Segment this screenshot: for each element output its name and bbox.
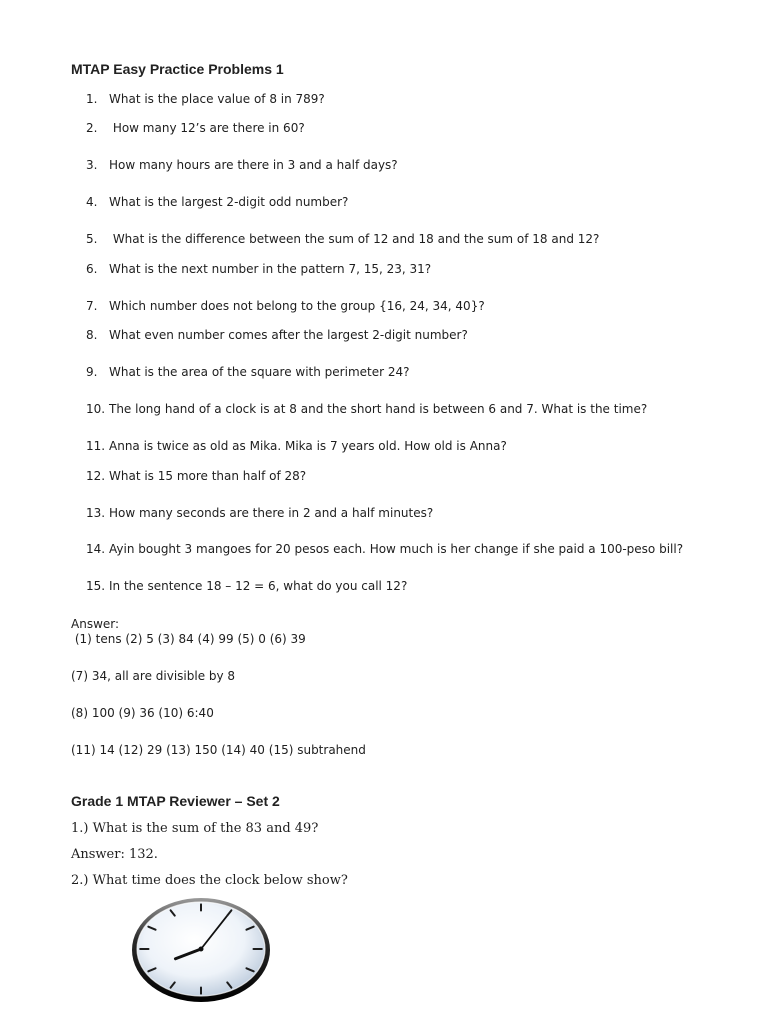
set2-answer-1: Answer: 132. [71, 847, 158, 862]
set2-question-1: 1.) What is the sum of the 83 and 49? [71, 821, 319, 836]
question-8 [86, 328, 468, 342]
section2-title: Grade 1 MTAP Reviewer – Set 2 [71, 793, 280, 809]
question-number: 10. [86, 402, 106, 416]
set2-question-2: 2.) What time does the clock below show? [71, 873, 348, 888]
question-number: 15. [86, 579, 106, 593]
question-number: 12. [86, 469, 106, 483]
question-number: 11. [86, 439, 106, 453]
question-number: 7. [86, 299, 98, 313]
question-14 [86, 542, 683, 556]
answer-heading: Answer: [71, 617, 120, 631]
question-text: In the sentence 18 – 12 = 6, what do you call 12? [109, 579, 408, 593]
question-1 [86, 92, 325, 106]
question-5 [86, 232, 599, 246]
question-number: 1. [86, 92, 98, 106]
question-number: 5. [86, 232, 98, 246]
question-12 [86, 469, 306, 483]
question-text: What even number comes after the largest 2-digit number? [109, 328, 468, 342]
question-10 [86, 402, 647, 416]
question-number: 3. [86, 158, 98, 172]
answer-line-2: (7) 34, all are divisible by 8 [71, 669, 236, 683]
question-number: 2. [86, 121, 98, 135]
answer-line-1: (1) tens (2) 5 (3) 84 (4) 99 (5) 0 (6) 39 [71, 632, 306, 646]
question-text: Anna is twice as old as Mika. Mika is 7 years old. How old is Anna? [109, 439, 507, 453]
clock-image [128, 894, 274, 1006]
question-11 [86, 439, 507, 453]
question-text: How many hours are there in 3 and a half days? [109, 158, 398, 172]
question-number: 13. [86, 506, 106, 520]
question-text: The long hand of a clock is at 8 and the short hand is between 6 and 7. What is the time? [109, 402, 648, 416]
question-4 [86, 195, 348, 209]
question-text: How many seconds are there in 2 and a half minutes? [109, 506, 434, 520]
question-text: What is the next number in the pattern 7, 15, 23, 31? [109, 262, 432, 276]
question-text: How many 12’s are there in 60? [109, 121, 305, 135]
question-text: Which number does not belong to the group {16, 24, 34, 40}? [109, 299, 485, 313]
question-number: 4. [86, 195, 98, 209]
question-text: What is the area of the square with perimeter 24? [109, 365, 410, 379]
question-3 [86, 158, 398, 172]
question-2 [86, 121, 305, 135]
question-number: 9. [86, 365, 98, 379]
question-text: What is the difference between the sum of 12 and 18 and the sum of 18 and 12? [109, 232, 600, 246]
question-text: What is the place value of 8 in 789? [109, 92, 325, 106]
question-6 [86, 262, 431, 276]
clock-center-pin [199, 947, 204, 952]
answer-line-3: (8) 100 (9) 36 (10) 6:40 [71, 706, 214, 720]
question-15 [86, 579, 407, 593]
answer-line-4: (11) 14 (12) 29 (13) 150 (14) 40 (15) subtrahend [71, 743, 366, 757]
question-number: 8. [86, 328, 98, 342]
question-text: Ayin bought 3 mangoes for 20 pesos each. How much is her change if she paid a 100-peso bill? [109, 542, 684, 556]
question-9 [86, 365, 410, 379]
question-text: What is the largest 2-digit odd number? [109, 195, 349, 209]
section1-title: MTAP Easy Practice Problems 1 [71, 61, 284, 77]
question-number: 6. [86, 262, 98, 276]
question-13 [86, 506, 433, 520]
question-text: What is 15 more than half of 28? [109, 469, 307, 483]
question-number: 14. [86, 542, 106, 556]
question-7 [86, 299, 485, 313]
